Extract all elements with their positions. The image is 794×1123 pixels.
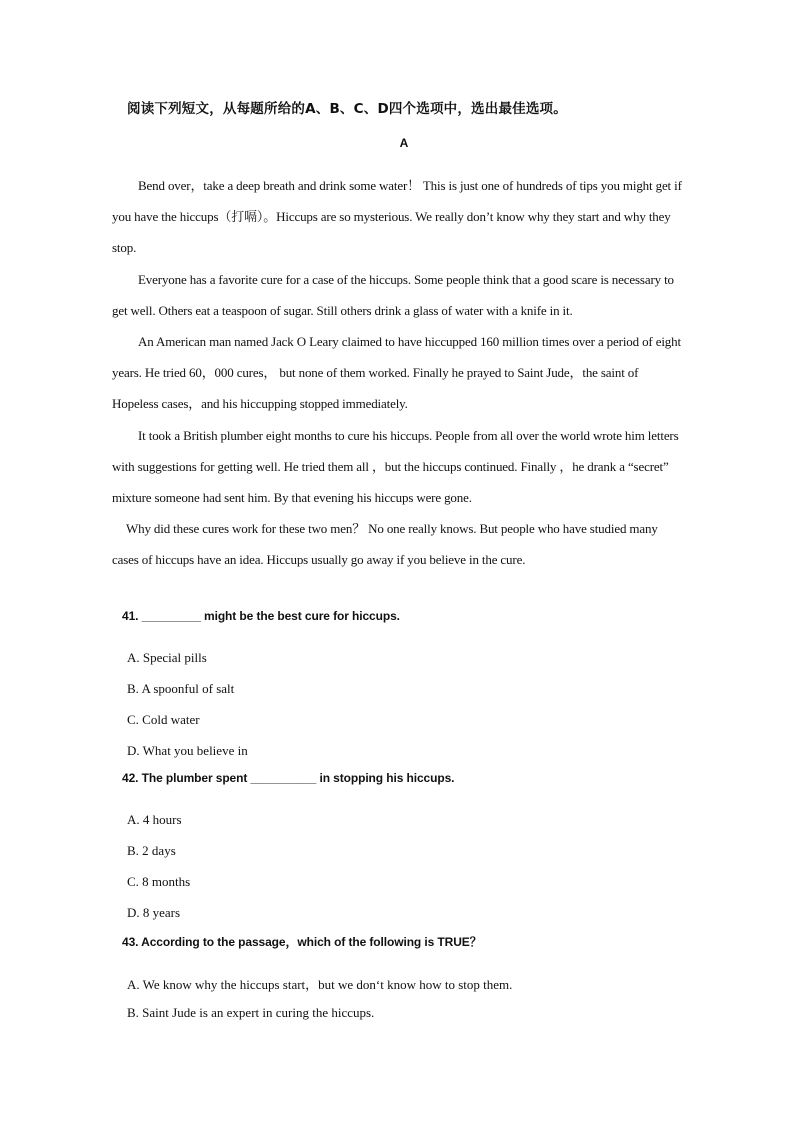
passage-paragraph: Everyone has a favorite cure for a case of the hiccups. Some people think that a good scare is necessary to get well. Others eat a teaspoon of sugar. Still others drink a glass of water with a knife in it. bbox=[112, 271, 674, 318]
question-43-option-a: A. We know why the hiccups start，but we don‘t know how to stop them. bbox=[127, 977, 513, 992]
question-42-option-a: A. 4 hours bbox=[127, 812, 182, 827]
question-42-option-b: B. 2 days bbox=[127, 843, 176, 858]
question-43-option-b: B. Saint Jude is an expert in curing the hiccups. bbox=[127, 1005, 375, 1020]
question-43-stem: 43. According to the passage，which of the following is TRUE？ bbox=[122, 935, 482, 949]
passage-paragraph: An American man named Jack O Leary claimed to have hiccupped 160 million times over a period of eight years. He tried 60，000 cures， but none of them worked. Finally he prayed to Saint Jude，the saint of Hopeless cases，and his hiccupping stopped immediately. bbox=[112, 334, 681, 412]
passage-paragraph: It took a British plumber eight months to cure his hiccups. People from all over the world wrote him letters with suggestions for getting well. He tried them all ，but the hiccups continued. Finally ，he drank a “secret” mixture someone had sent him. By that evening his hiccups were gone. bbox=[112, 427, 679, 506]
question-42-stem: 42. The plumber spent __________ in stopping his hiccups. bbox=[122, 771, 455, 785]
question-42-option-d: D. 8 years bbox=[127, 905, 181, 920]
passage-paragraph: Bend over，take a deep breath and drink some water！ This is just one of hundreds of tips you might get if you have the hiccups（打嗝）。Hiccups are so mysterious. We really don’t know why they start and why they stop. bbox=[112, 178, 682, 256]
passage-paragraph: Why did these cures work for these two men？ No one really knows. But people who have studied many cases of hiccups have an idea. Hiccups usually go away if you believe in the cure. bbox=[112, 521, 658, 568]
question-41-option-a: A. Special pills bbox=[127, 650, 207, 665]
question-42-option-c: C. 8 months bbox=[127, 874, 191, 889]
question-41-stem: 41. _________ might be the best cure for hiccups. bbox=[122, 609, 400, 623]
instruction-heading: 阅读下列短文，从每题所给的A、B、C、D四个选项中，选出最佳选项。 bbox=[127, 101, 567, 117]
question-41-option-d: D. What you believe in bbox=[127, 743, 248, 758]
question-41-option-c: C. Cold water bbox=[127, 712, 200, 727]
reading-passage bbox=[112, 170, 682, 576]
question-41-option-b: B. A spoonful of salt bbox=[127, 681, 235, 696]
section-label: A bbox=[399, 136, 409, 150]
